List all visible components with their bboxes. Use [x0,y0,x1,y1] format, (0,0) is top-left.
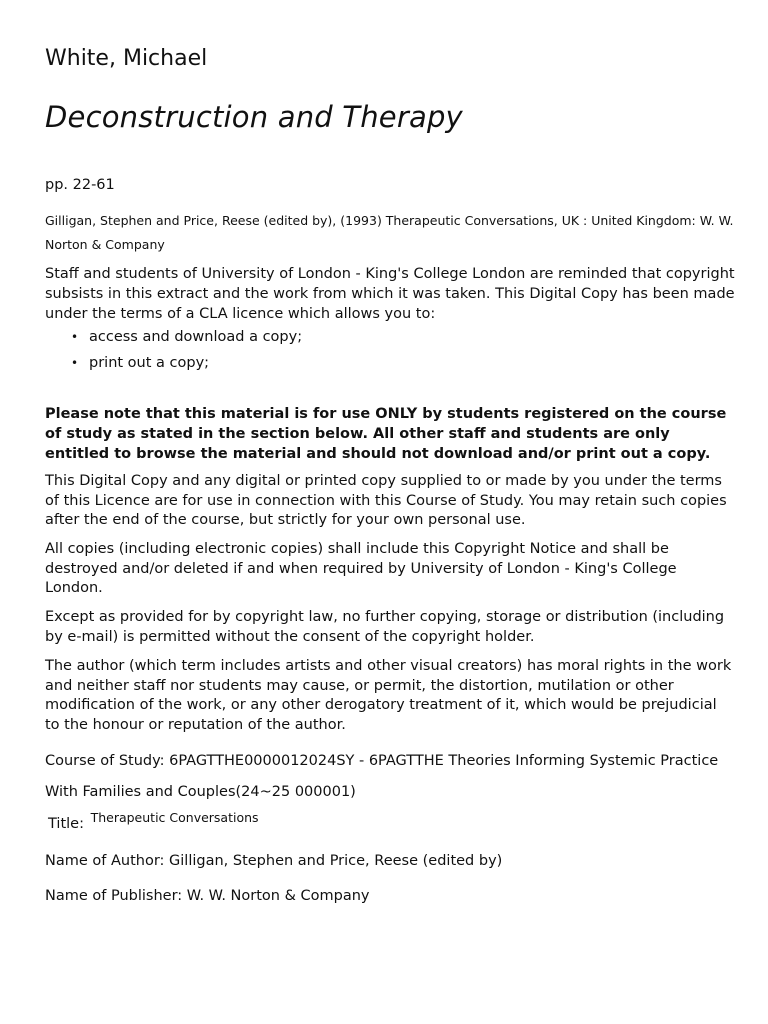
copying-paragraph: Except as provided for by copyright law, no further copying, storage or distribution (including by e-mail) is permitted without the consent of the copyright holder. [45,609,725,645]
notice-intro: Staff and students of University of London - King's College London are reminded that copyright subsists in this extract and the work from which it was taken. This Digital Copy has been made under the terms of a CLA licence which allows you to: [45,266,735,322]
usage-warning: Please note that this material is for use ONLY by students registered on the course of study as stated in the section below. All other staff and students are only entitled to browse the material and should not download and/or print out a copy. [45,406,727,462]
course-title [48,810,259,832]
citation: Gilligan, Stephen and Price, Reese (edited by), (1993) Therapeutic Conversations, UK : United Kingdom: W. W. Norton & Company [45,213,734,252]
moral-rights-paragraph: The author (which term includes artists and other visual creators) has moral rights in the work and neither staff nor students may cause, or permit, the distortion, mutilation or other modification of the work, or any other derogatory treatment of it, which would be prejudicial to the honour or reputation of the author. [45,658,732,733]
author-line: Name of Author: Gilligan, Stephen and Price, Reese (edited by) [45,853,503,869]
copyright-notice [45,264,735,376]
publisher-line: Name of Publisher: W. W. Norton & Company [45,888,370,904]
author-name: White, Michael [45,46,208,71]
title-value: Therapeutic Conversations [90,810,259,825]
list-item: • access and download a copy; [89,324,735,350]
page-range: pp. 22-61 [45,177,115,193]
title-label: Title: [48,816,84,832]
copies-paragraph: All copies (including electronic copies) shall include this Copyright Notice and shall be destroyed and/or deleted if and when required by University of London - King's College London. [45,541,677,596]
list-item: • print out a copy; [89,350,735,376]
course-of-study: Course of Study: 6PAGTTHE0000012024SY - 6PAGTTHE Theories Informing Systemic Practice With Families and Couples(24~25 000001) [45,753,719,800]
extract-title: Deconstruction and Therapy [45,100,463,134]
allowed-list [45,324,735,376]
licence-paragraph: This Digital Copy and any digital or printed copy supplied to or made by you under the terms of this Licence are for use in connection with this Course of Study. You may retain such copies after the end of the course, but strictly for your own personal use. [45,473,727,528]
